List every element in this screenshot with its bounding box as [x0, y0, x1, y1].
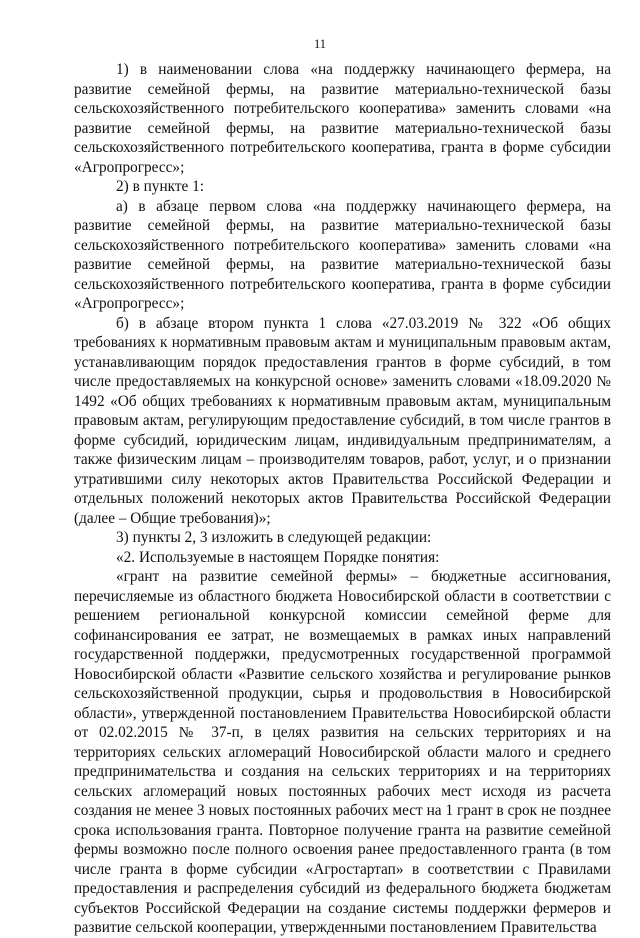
- page-number: 11: [313, 37, 327, 51]
- paragraph-5: 3) пункты 2, 3 изложить в следующей редакции:: [116, 529, 432, 546]
- paragraph-1: 1) в наименовании слова «на поддержку начинающего фермера, на развитие семейной фермы, на развитие материально-технической базы сельскохозяйственного потребительского кооператива» заменить словами «на развитие семейной фермы, на развитие материально-технической базы сельскохозяйственного потребительского кооператива, гранта в форме субсидии «Агропрогресс»;: [74, 61, 611, 176]
- paragraph-3: а) в абзаце первом слова «на поддержку начинающего фермера, на развитие семейной фермы, на развитие материально-технической базы сельскохозяйственного потребительского кооператива» заменить словами «на развитие семейной фермы, на развитие материально-технической базы сельскохозяйственного потребительского кооператива, гранта в форме субсидии «Агропрогресс»;: [74, 197, 611, 312]
- paragraph-2: 2) в пункте 1:: [116, 178, 205, 195]
- paragraph-4: б) в абзаце втором пункта 1 слова «27.03.2019 № 322 «Об общих требованиях к нормативным правовым актам и муниципальным правовым актам, устанавливающим порядок предоставления грантов в форме субсидий, в том числе предоставляемых на конкурсной основе» заменить словами «18.09.2020 № 1492 «Об общих требованиях к нормативным правовым актам, муниципальным правовым актам, регулирующим предоставление субсидий, в том числе грантов в форме субсидий, юридическим лицам, индивидуальным предпринимателям, а также физическим лицам – производителям товаров, работ, услуг, и о признании утратившими силу некоторых актов Правительства Российской Федерации и отдельных положений некоторых актов Правительства Российской Федерации (далее – Общие требования)»;: [74, 314, 611, 527]
- document-body: [74, 60, 611, 938]
- paragraph-7: «грант на развитие семейной фермы» – бюджетные ассигнования, перечисляемые из областного бюджета Новосибирской области в соответствии с решением региональной конкурсной комиссии семейной ферме для софинансирования ее затрат, не возмещаемых в рамках иных направлений государственной поддержки, предусмотренных государственной программой Новосибирской области «Развитие сельского хозяйства и регулирование рынков сельскохозяйственной продукции, сырья и продовольствия в Новосибирской области», утвержденной постановлением Правительства Новосибирской области от 02.02.2015 № 37-п, в целях развития на сельских территориях и на территориях сельских агломераций Новосибирской области малого и среднего предпринимательства и создания на сельских территориях и на территориях сельских агломераций новых постоянных рабочих мест исходя из расчета создания не менее 3 новых постоянных рабочих мест на 1 грант в срок не позднее срока использования гранта. Повторное получение гранта на развитие семейной фермы возможно после полного освоения ранее предоставленного гранта (в том числе гранта в форме субсидии «Агростартап» в соответствии с Правилами предоставления и распределения субсидий из федерального бюджета бюджетам субъектов Российской Федерации на создание системы поддержки фермеров и развитие сельской кооперации, утвержденными постановлением Правительства: [74, 568, 611, 936]
- paragraph-6: «2. Используемые в настоящем Порядке понятия:: [116, 548, 440, 566]
